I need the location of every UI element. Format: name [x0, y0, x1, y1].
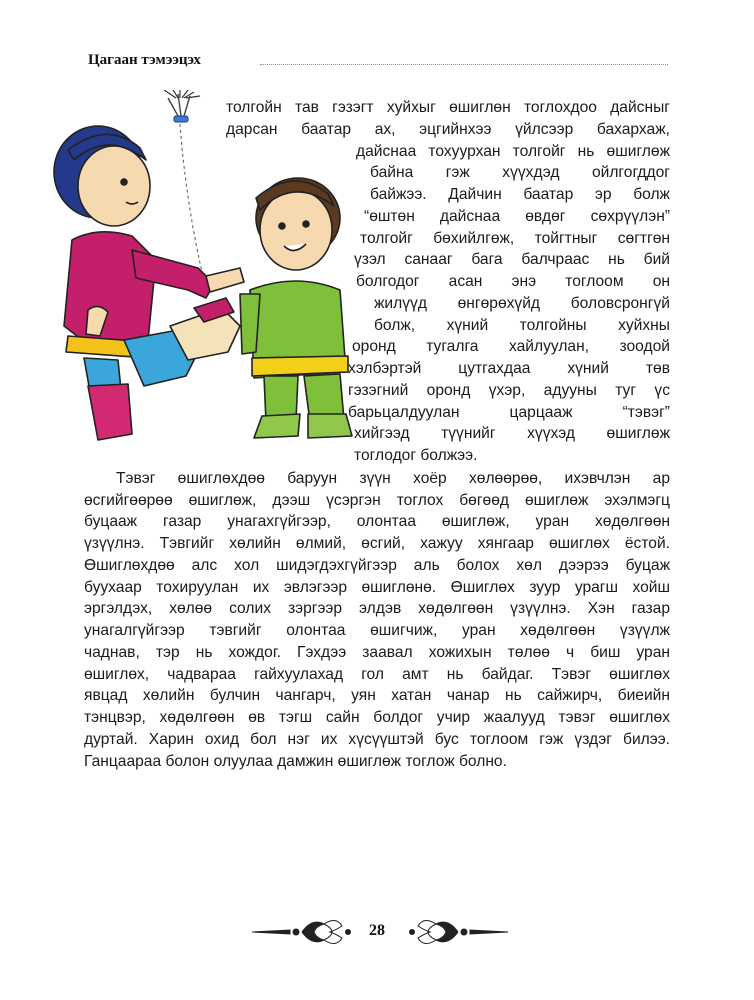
header-dotted-rule — [260, 64, 668, 65]
text-line: Өшиглөхдөө алс хол шидэгдэхгүйгээр аль болох хөл дээрээ буцаж — [84, 556, 670, 574]
text-line: “өштөн дайснаа өвдөг сөхрүүлэн” — [364, 207, 670, 225]
left-ornament-icon — [252, 920, 351, 943]
text-line: үзүүлнэ. Тэвгийг хөлийн өлмий, өсгий, хажуу хянгаар өшиглөх ёстой. — [84, 535, 670, 552]
text-line: буцааж газар унагахгүйгээр, олонтаа өшиглөж, уран хөдөлгөөн — [84, 513, 670, 531]
right-ornament-icon — [410, 920, 509, 943]
text-line: буухаар тохируулан их эвлэгээр өшиглөнө. Өшиглөх зуур урагш хойш — [84, 578, 670, 596]
text-line: явцад хөлийн булчин чангарч, уян хатан чанар нь сайжирч, биеийн — [84, 687, 670, 705]
text-line: эргэлдэх, хөлөө солих зэргээр элдэв хөдөлгөөн үзүүлнэ. Хэн газар — [84, 600, 670, 618]
text-line: Ганцаараа болон олуулаа дамжин өшиглөж тоглож болно. — [84, 752, 507, 770]
page-number: 28 — [369, 922, 385, 939]
text-line: хийгээд түүнийг хүүхэд өшиглөж — [354, 425, 670, 443]
text-line: дарсан баатар ах, эцгийнхээ үйлсээр бахархаж, — [226, 120, 670, 138]
text-line: дуртай. Харин охид бол нэг их хүсүүштэй бус тоглоом гэж үздэг билээ. — [84, 730, 670, 748]
text-line: тоглодог болжээ. — [354, 447, 478, 464]
body-text — [84, 97, 670, 772]
text-line: тэнцвэр, хөдөлгөөн өв тэгш сайн болдог учир жаалууд тэвэг өшиглөх — [84, 709, 670, 726]
paragraph-rules — [84, 468, 670, 773]
text-line: оронд тугалга хайлуулан, зоодой — [352, 338, 670, 356]
text-line: хэлбэртэй цутгахдаа хүний төв — [348, 360, 670, 377]
text-line: өсгийгөөрөө өшиглөж, дээш үсэргэн тоглох бөгөөд өшиглөж эхэлмэгц — [84, 491, 670, 509]
text-line: болж, хүний толгойны хуйхны — [374, 316, 670, 334]
text-line: үзэл санааг бага балчраас нь бий — [354, 251, 670, 269]
text-line: байна гэж хүүхдэд ойлгогддог — [370, 164, 670, 182]
text-line: унагалгүйгээр тэвгийг олонтаа өшигчиж, уран хөдөлгөөн үзүүлж — [84, 622, 670, 639]
text-line: жилүүд өнгөрөхүйд боловсронгүй — [374, 294, 670, 312]
text-line: барьцалдуулан царцааж “тэвэг” — [348, 403, 670, 421]
running-header-title: Цагаан тэмээцэх — [88, 52, 201, 68]
text-line: болгодог асан энэ тоглоом он — [356, 273, 670, 290]
text-line: байжээ. Дайчин баатар эр болж — [370, 186, 670, 203]
paragraph-intro — [84, 97, 670, 467]
text-line: өшиглөх, чадвараа гайхуулахад гол амт нь байдаг. Тэвэг өшиглөх — [84, 665, 670, 683]
text-line: гэзэгний оронд үхэр, адууны туг үс — [348, 381, 670, 399]
text-line: Тэвэг өшиглөхдөө баруун зүүн хоёр хөлөөрөө, ихэвчлэн ар — [116, 469, 670, 487]
text-line: толгойг бөхийлгөж, тойгтныг сөгтгөн — [360, 229, 670, 247]
text-line: чаднав, тэр нь хождог. Гэхдээ заавал хожихын төлөө ч биш уран — [84, 643, 670, 661]
text-line: дайснаа тохуурхан толгойг нь өшиглөж — [356, 142, 670, 160]
text-line: толгойн тав гэзэгт хуйхыг өшиглөн тоглохдоо дайсныг — [226, 99, 670, 116]
